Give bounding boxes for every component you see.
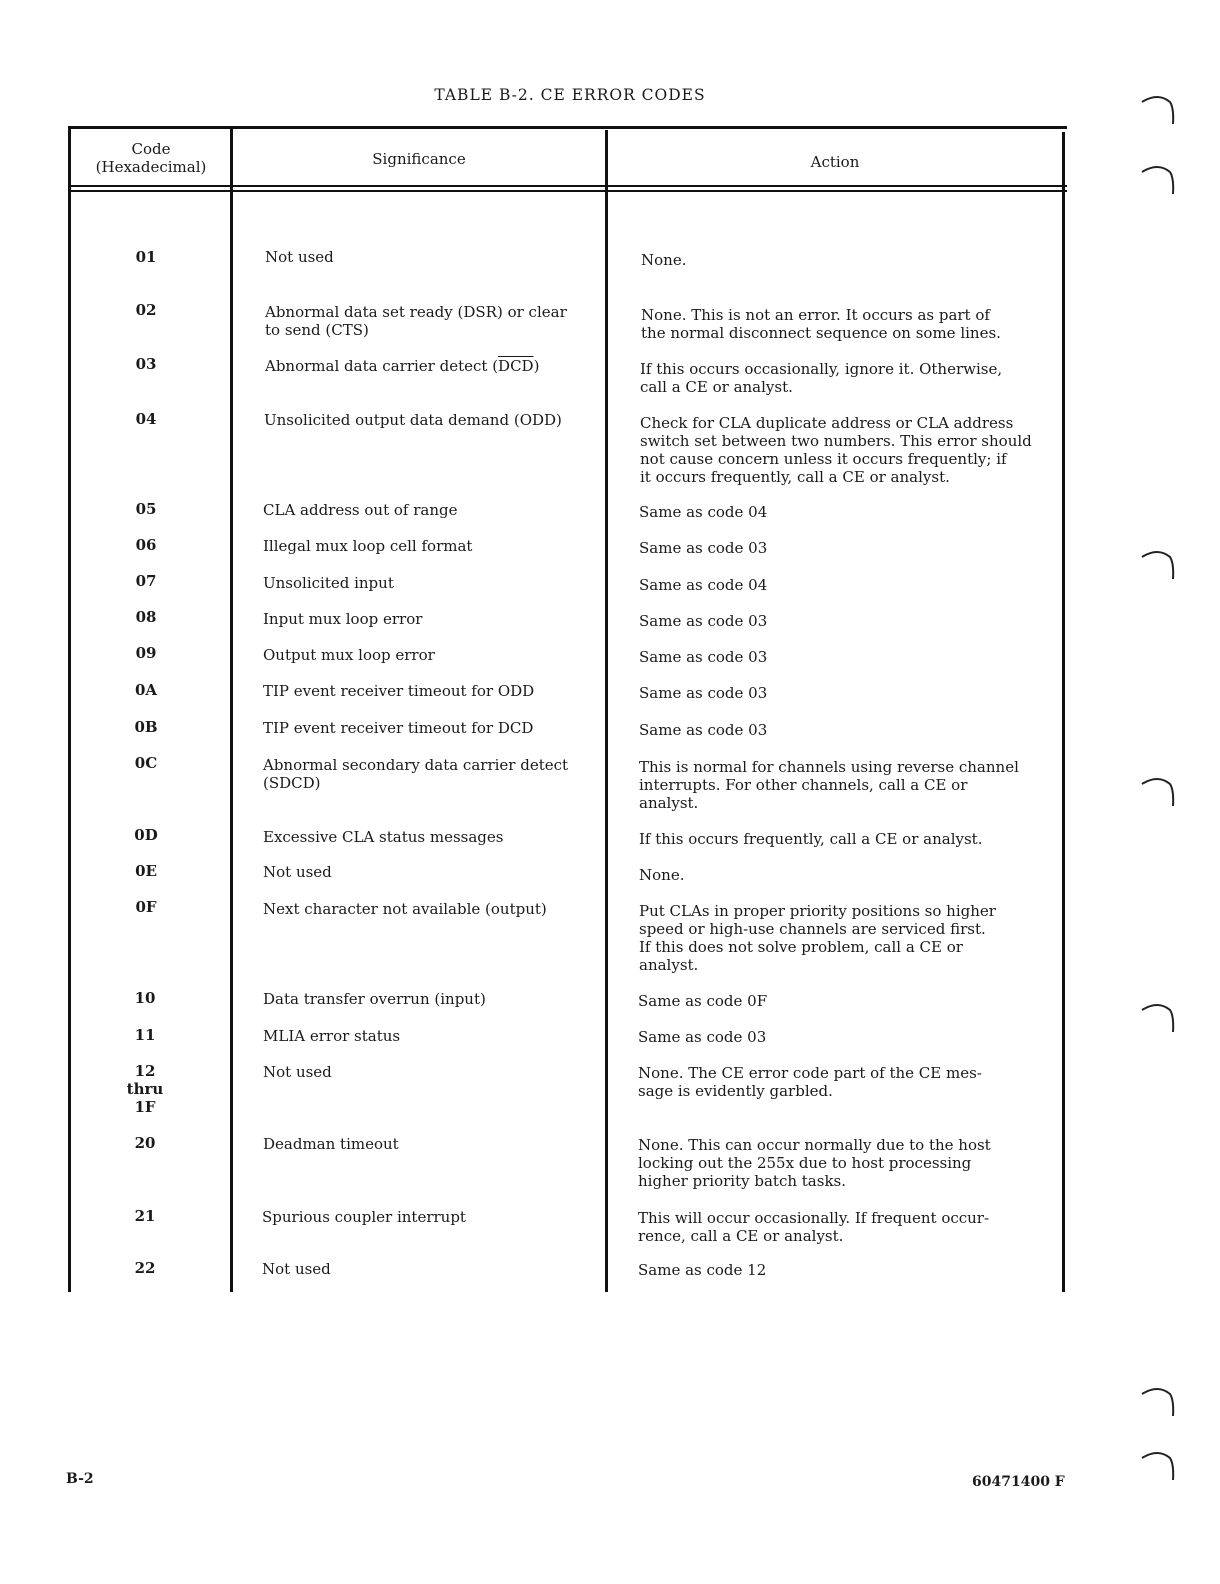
action-cell: Same as code 03 bbox=[639, 648, 768, 666]
code-cell: 0C bbox=[134, 754, 158, 772]
code-cell: 10 bbox=[134, 989, 156, 1007]
action-cell: Check for CLA duplicate address or CLA address switch set between two numbers. This error should not cause concern unless it occurs frequently; if it occurs frequently, call a CE or analyst. bbox=[640, 414, 1032, 486]
action-cell: Put CLAs in proper priority positions so higher speed or high-use channels are serviced first. If this does not solve problem, call a CE or analyst. bbox=[639, 902, 996, 974]
action-cell: None. bbox=[641, 251, 687, 269]
code-cell: 08 bbox=[135, 608, 157, 626]
document-number: 60471400 F bbox=[972, 1474, 1065, 1490]
action-cell: Same as code 03 bbox=[639, 612, 768, 630]
binding-mark-icon bbox=[1140, 772, 1176, 808]
code-cell: 04 bbox=[135, 410, 157, 428]
code-cell: 02 bbox=[135, 301, 157, 319]
dcd-overlined: $\overline{DCD}$ bbox=[498, 357, 534, 375]
code-cell: 0A bbox=[134, 681, 158, 699]
action-cell: If this occurs frequently, call a CE or analyst. bbox=[639, 830, 983, 848]
code-cell: 22 bbox=[134, 1259, 156, 1277]
table-title: TABLE B-2. CE ERROR CODES bbox=[434, 86, 706, 104]
binding-mark-icon bbox=[1140, 160, 1176, 196]
significance-cell: Unsolicited input bbox=[263, 574, 394, 592]
action-cell: Same as code 03 bbox=[639, 721, 768, 739]
action-cell: If this occurs occasionally, ignore it. Otherwise, call a CE or analyst. bbox=[640, 360, 1003, 396]
significance-cell: Excessive CLA status messages bbox=[263, 828, 504, 846]
top-border bbox=[70, 126, 1067, 129]
code-cell: 20 bbox=[134, 1134, 156, 1152]
column-divider-2 bbox=[605, 130, 608, 1292]
significance-cell: TIP event receiver timeout for DCD bbox=[263, 719, 534, 737]
code-cell: 09 bbox=[135, 644, 157, 662]
action-cell: This is normal for channels using reverse channel interrupts. For other channels, call a CE or analyst. bbox=[639, 758, 1019, 812]
binding-mark-icon bbox=[1140, 90, 1176, 126]
binding-mark-icon bbox=[1140, 1382, 1176, 1418]
significance-cell: Not used bbox=[263, 863, 332, 881]
code-cell: 12 thru 1F bbox=[126, 1062, 164, 1116]
significance-cell: Abnormal secondary data carrier detect (SDCD) bbox=[263, 756, 569, 792]
action-cell: Same as code 04 bbox=[639, 503, 768, 521]
significance-cell: Next character not available (output) bbox=[263, 900, 547, 918]
code-cell: 07 bbox=[135, 572, 157, 590]
action-cell: Same as code 0F bbox=[638, 992, 768, 1010]
code-cell: 11 bbox=[134, 1026, 156, 1044]
code-cell: 01 bbox=[135, 248, 157, 266]
code-cell: 05 bbox=[135, 500, 157, 518]
action-cell: This will occur occasionally. If frequent occur- rence, call a CE or analyst. bbox=[638, 1209, 990, 1245]
code-cell: 0D bbox=[134, 826, 158, 844]
significance-cell: Unsolicited output data demand (ODD) bbox=[264, 411, 562, 429]
significance-cell: Illegal mux loop cell format bbox=[263, 537, 473, 555]
code-cell: 21 bbox=[134, 1207, 156, 1225]
right-border bbox=[1062, 132, 1065, 1292]
binding-mark-icon bbox=[1140, 998, 1176, 1034]
code-cell: 06 bbox=[135, 536, 157, 554]
significance-cell: Not used bbox=[262, 1260, 331, 1278]
header-code: Code (Hexadecimal) bbox=[95, 140, 207, 176]
significance-suffix: ) bbox=[533, 357, 540, 375]
code-cell: 0B bbox=[134, 718, 158, 736]
significance-cell: Not used bbox=[263, 1063, 332, 1081]
significance-cell: Input mux loop error bbox=[263, 610, 423, 628]
significance-text: Abnormal data carrier detect ( bbox=[265, 357, 499, 375]
code-cell: 0E bbox=[135, 862, 157, 880]
column-divider-1 bbox=[230, 126, 233, 1292]
binding-mark-icon bbox=[1140, 1446, 1176, 1482]
significance-cell: Abnormal data set ready (DSR) or clear to send (CTS) bbox=[265, 303, 567, 339]
significance-cell: CLA address out of range bbox=[263, 501, 458, 519]
code-cell: 03 bbox=[135, 355, 157, 373]
significance-cell: Output mux loop error bbox=[263, 646, 435, 664]
significance-cell: TIP event receiver timeout for ODD bbox=[263, 682, 535, 700]
page-number: B-2 bbox=[66, 1471, 94, 1487]
significance-cell: Data transfer overrun (input) bbox=[263, 990, 486, 1008]
action-cell: None. This can occur normally due to the host locking out the 255x due to host processing higher priority batch tasks. bbox=[638, 1136, 991, 1190]
header-significance: Significance bbox=[372, 150, 466, 168]
significance-cell: Spurious coupler interrupt bbox=[262, 1208, 466, 1226]
action-cell: None. bbox=[639, 866, 685, 884]
action-cell: None. The CE error code part of the CE mes- sage is evidently garbled. bbox=[638, 1064, 982, 1100]
action-cell: Same as code 03 bbox=[639, 684, 768, 702]
header-action: Action bbox=[810, 153, 860, 171]
significance-cell bbox=[265, 357, 539, 375]
significance-cell: Deadman timeout bbox=[263, 1135, 399, 1153]
binding-mark-icon bbox=[1140, 545, 1176, 581]
action-cell: None. This is not an error. It occurs as part of the normal disconnect sequence on some lines. bbox=[641, 306, 1001, 342]
action-cell: Same as code 03 bbox=[639, 539, 768, 557]
header-rule-1 bbox=[70, 185, 1067, 187]
code-cell: 0F bbox=[135, 898, 157, 916]
action-cell: Same as code 04 bbox=[639, 576, 768, 594]
significance-cell: Not used bbox=[265, 248, 334, 266]
header-rule-2 bbox=[70, 190, 1067, 192]
action-cell: Same as code 12 bbox=[638, 1261, 767, 1279]
action-cell: Same as code 03 bbox=[638, 1028, 767, 1046]
left-border bbox=[68, 126, 71, 1292]
significance-cell: MLIA error status bbox=[263, 1027, 401, 1045]
